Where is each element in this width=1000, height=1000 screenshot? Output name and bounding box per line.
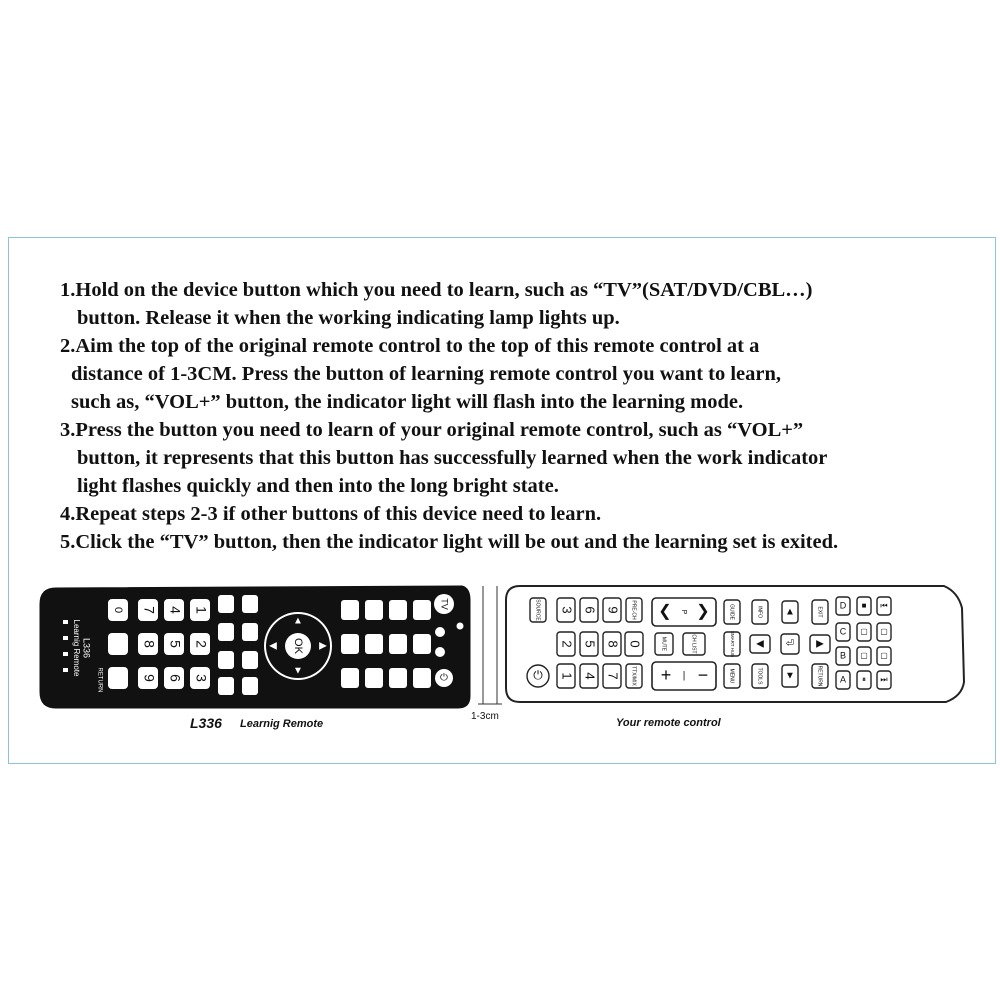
indicator-dot bbox=[63, 620, 68, 624]
digit-key-6-label: 6 bbox=[167, 674, 184, 682]
media-key bbox=[389, 668, 407, 688]
digit-key-0-label: 0 bbox=[112, 606, 125, 614]
pre-ch-button-label: PRE-CH bbox=[630, 600, 637, 620]
step-2-line-1: 2.Aim the top of the original remote control to the top of this remote control at a bbox=[60, 335, 760, 357]
indicator-dot bbox=[63, 636, 68, 640]
channel-p-label: P bbox=[680, 609, 688, 615]
digit-key-extra-2 bbox=[108, 667, 128, 689]
nav-arrow-icon: ▲ bbox=[293, 615, 303, 627]
step-3-line-2: button, it represents that this button has successfully learned when the work indicator bbox=[77, 447, 828, 469]
digit-key-4-label: 4 bbox=[167, 606, 184, 614]
step-2 bbox=[60, 332, 781, 416]
digit-key-9-label: 9 bbox=[605, 606, 621, 614]
info-button-label: INFO bbox=[756, 606, 763, 618]
media-key bbox=[389, 634, 407, 654]
step-2-line-3: such as, “VOL+” button, the indicator light will flash into the learning mode. bbox=[71, 391, 744, 413]
step-3-line-3: light flashes quickly and then into the long bright state. bbox=[77, 475, 559, 497]
learning-remote bbox=[40, 586, 470, 708]
guide-button-label: GUIDE bbox=[728, 604, 735, 620]
media-key-label: ⏭ bbox=[880, 675, 888, 685]
step-4-line-1: 4.Repeat steps 2-3 if other buttons of this device need to learn. bbox=[60, 503, 602, 525]
nav-arrow-icon: ◀ bbox=[269, 640, 277, 652]
media-key bbox=[365, 634, 383, 654]
indicator-dot bbox=[63, 652, 68, 656]
media-key-label: ▢ bbox=[860, 627, 868, 637]
digit-key-extra bbox=[108, 633, 128, 655]
media-key bbox=[413, 634, 431, 654]
step-1 bbox=[60, 276, 813, 332]
digit-key-2-label: 2 bbox=[193, 640, 210, 648]
digit-key-3-label: 3 bbox=[559, 606, 575, 614]
digit-key-5-label: 5 bbox=[167, 640, 184, 648]
distance-label: 1-3cm bbox=[471, 711, 499, 722]
digit-key-9-label: 9 bbox=[141, 674, 158, 682]
media-key bbox=[341, 600, 359, 620]
media-key-label: ▢ bbox=[880, 627, 888, 637]
media-key bbox=[413, 668, 431, 688]
step-5 bbox=[60, 528, 838, 556]
volume-plus-icon: + bbox=[660, 664, 672, 685]
nav-arrow-icon: ▶ bbox=[319, 640, 327, 652]
return-button-label: RETURN bbox=[816, 665, 823, 687]
color-key-a-label: A bbox=[839, 674, 847, 685]
media-key-label: ▢ bbox=[880, 651, 888, 661]
media-key bbox=[341, 634, 359, 654]
digit-key-7-label: 7 bbox=[141, 606, 158, 614]
nav-right-button-label: ▶ bbox=[816, 638, 824, 650]
media-key-label: ⏮ bbox=[880, 601, 888, 611]
media-key bbox=[365, 668, 383, 688]
function-key bbox=[242, 677, 258, 695]
media-key bbox=[389, 600, 407, 620]
digit-key-2-label: 2 bbox=[559, 640, 575, 648]
original-remote bbox=[506, 586, 964, 702]
color-key-d-label: D bbox=[839, 600, 847, 611]
learning-remote-caption-model: L336 bbox=[190, 715, 222, 731]
learning-remote-name-label: Learnig Remote bbox=[71, 619, 81, 677]
volume-separator: | bbox=[682, 670, 686, 682]
step-1-line-2: button. Release it when the working indicating lamp lights up. bbox=[77, 307, 620, 329]
power-icon: ⏻ bbox=[440, 672, 448, 684]
step-3-line-1: 3.Press the button you need to learn of your original remote control, such as “VOL+” bbox=[60, 419, 804, 441]
step-5-line-1: 5.Click the “TV” button, then the indicator light will be out and the learning set is exited. bbox=[60, 531, 839, 553]
power-icon: ⏻ bbox=[533, 668, 543, 683]
media-key bbox=[341, 668, 359, 688]
step-4 bbox=[60, 500, 601, 528]
ok-label: OK bbox=[292, 638, 305, 654]
learning-remote-caption-text: Learnig Remote bbox=[240, 718, 324, 730]
exit-button-label: EXIT bbox=[816, 606, 823, 618]
return-label: RETURN bbox=[96, 667, 103, 693]
learning-remote-model-label: L336 bbox=[81, 637, 92, 659]
digit-key-7-label: 7 bbox=[605, 672, 621, 680]
nav-enter-button-label: ⏎ bbox=[785, 638, 795, 650]
nav-down-button-label: ▼ bbox=[785, 670, 795, 682]
ch-list-label: CH LIST bbox=[690, 634, 697, 654]
digit-key-0-label: 0 bbox=[627, 640, 643, 648]
nav-up-button-label: ▲ bbox=[785, 606, 795, 618]
digit-key-1-label: 1 bbox=[193, 606, 210, 614]
source-button-label: SOURCE bbox=[534, 599, 541, 621]
media-key bbox=[413, 600, 431, 620]
media-key-label: ⏸ bbox=[862, 675, 866, 685]
chevron-right-icon: ❯ bbox=[696, 603, 710, 621]
indicator-dot bbox=[63, 668, 68, 672]
dvd-indicator bbox=[435, 647, 445, 657]
function-key bbox=[218, 677, 234, 695]
function-key bbox=[242, 623, 258, 641]
digit-key-4-label: 4 bbox=[582, 672, 598, 680]
digit-key-8-label: 8 bbox=[605, 640, 621, 648]
media-key-label: ■ bbox=[861, 601, 867, 611]
ttx-mix-button-label: TTX/MIX bbox=[630, 666, 637, 686]
digit-key-8-label: 8 bbox=[141, 640, 158, 648]
nav-left-button-label: ◀ bbox=[756, 638, 764, 650]
chevron-left-icon: ❮ bbox=[658, 603, 672, 621]
tools-button-label: TOOLS bbox=[756, 667, 763, 685]
function-key bbox=[218, 651, 234, 669]
digit-key-3-label: 3 bbox=[193, 674, 210, 682]
digit-key-5-label: 5 bbox=[582, 640, 598, 648]
digit-key-6-label: 6 bbox=[582, 606, 598, 614]
smart-hub-button-label: SMART HUB bbox=[729, 630, 735, 658]
color-key-c-label: C bbox=[839, 626, 847, 637]
media-key bbox=[365, 600, 383, 620]
volume-minus-icon: − bbox=[697, 664, 709, 685]
function-key bbox=[218, 623, 234, 641]
tv-label: TV bbox=[439, 598, 450, 610]
nav-arrow-icon: ▼ bbox=[293, 665, 303, 677]
menu-button-label: MENU bbox=[728, 668, 735, 684]
digit-key-1-label: 1 bbox=[559, 672, 575, 680]
step-2-line-2: distance of 1-3CM. Press the button of learning remote control you want to learn, bbox=[71, 363, 782, 385]
stb-indicator bbox=[435, 627, 445, 637]
media-key-label: ▢ bbox=[860, 651, 868, 661]
function-key bbox=[242, 651, 258, 669]
function-key bbox=[242, 595, 258, 613]
step-3 bbox=[60, 416, 827, 500]
function-key bbox=[218, 595, 234, 613]
color-key-b-label: B bbox=[839, 650, 847, 661]
mute-label: MUTE bbox=[660, 636, 667, 652]
step-1-line-1: 1.Hold on the device button which you need to learn, such as “TV”(SAT/DVD/CBL…) bbox=[60, 279, 813, 301]
learning-indicator-light bbox=[456, 622, 464, 630]
original-remote-caption: Your remote control bbox=[616, 717, 721, 729]
